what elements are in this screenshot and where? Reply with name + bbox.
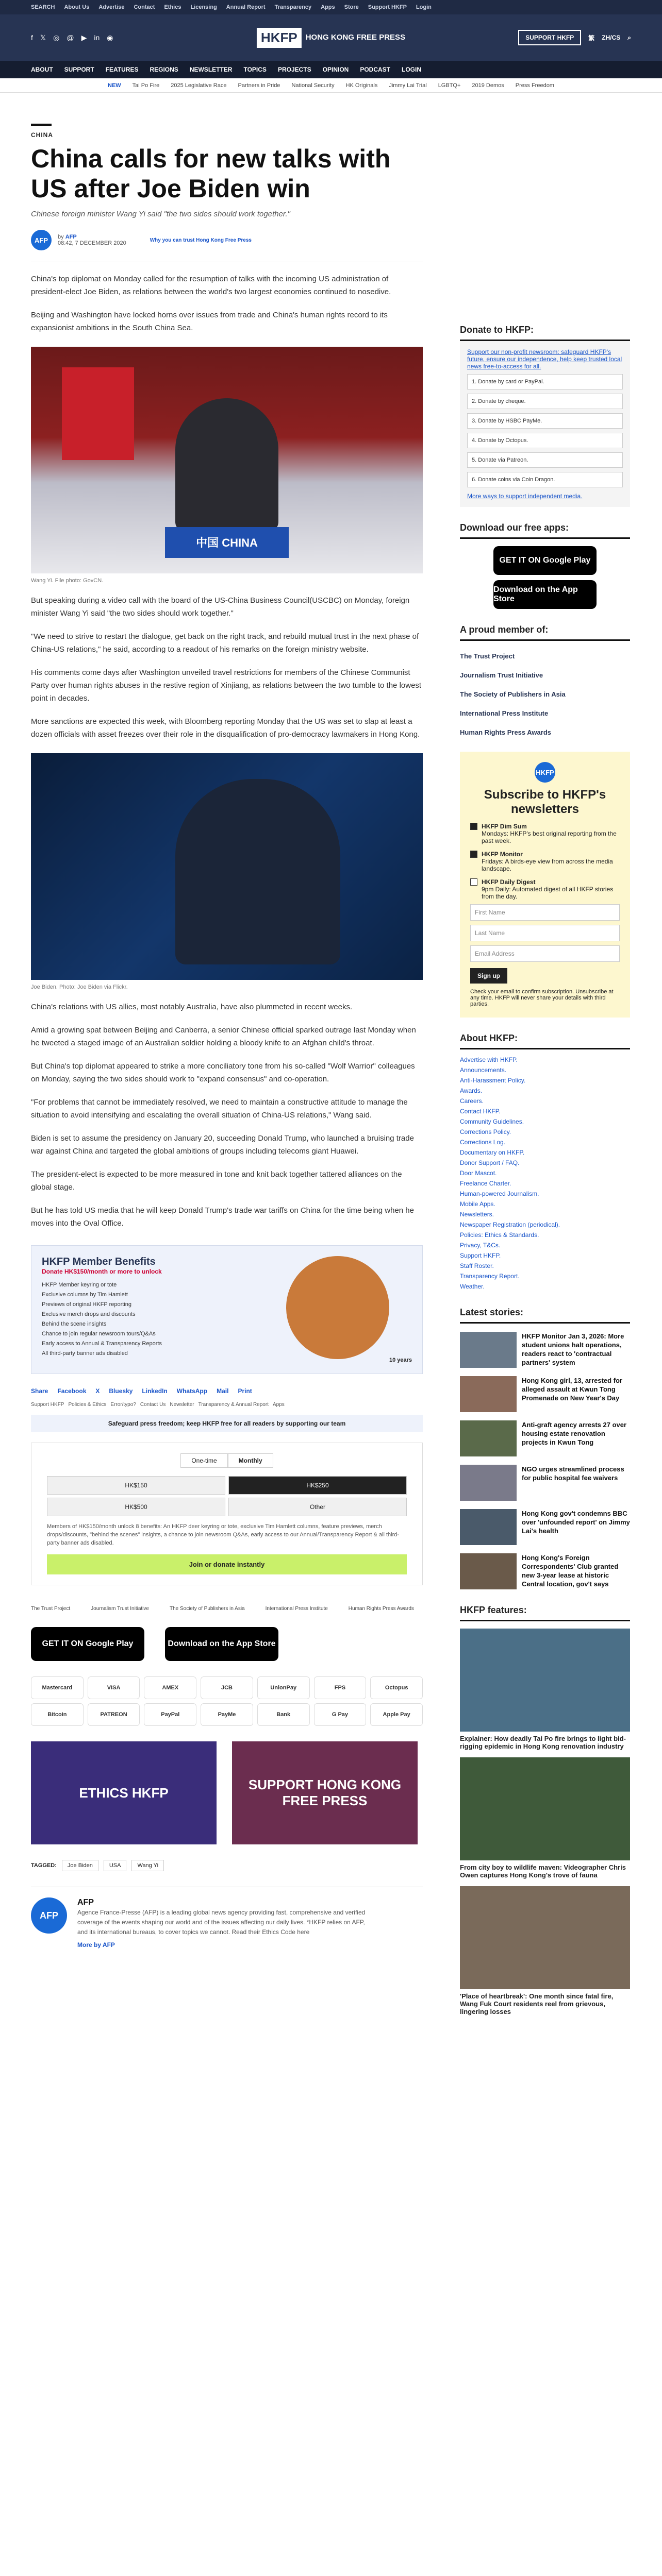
share-bar	[31, 1387, 423, 1395]
story-title[interactable]: HKFP Monitor Jan 3, 2026: More student unions halt operations, readers react to 'contractual partners' system	[522, 1332, 624, 1366]
trending-link[interactable]: Press Freedom	[515, 82, 554, 89]
feature-story[interactable]	[460, 1629, 630, 1750]
trending-link[interactable]: Partners in Pride	[238, 82, 280, 89]
rss-icon[interactable]: ◉	[107, 33, 113, 42]
features-heading: HKFP features:	[460, 1605, 630, 1621]
octopus-icon[interactable]: Octopus	[370, 1676, 423, 1699]
joe-biden-photo	[31, 753, 423, 980]
anniversary-badge: 10 years	[389, 1357, 412, 1363]
donate-option[interactable]: 6. Donate coins via Coin Dragon.	[467, 472, 623, 487]
about-link[interactable]: Donor Support / FAQ.	[460, 1159, 520, 1166]
amount-option[interactable]: HK$500	[47, 1498, 225, 1516]
google-play-button[interactable]: GET IT ON Google Play	[31, 1627, 144, 1661]
policy-link[interactable]: Support HKFP	[31, 1402, 64, 1408]
member-logo[interactable]: International Press Institute	[460, 709, 549, 717]
jcb-icon[interactable]: JCB	[201, 1676, 253, 1699]
checkbox-unchecked[interactable]	[470, 878, 477, 886]
article-subtitle: Chinese foreign minister Wang Yi said "the two sides should work together."	[31, 210, 290, 218]
topbar-link[interactable]: Licensing	[190, 4, 217, 10]
payme-icon[interactable]: PayMe	[201, 1703, 253, 1726]
more-by-author-link[interactable]: More by AFP	[77, 1941, 115, 1948]
support-button[interactable]: SUPPORT HKFP	[518, 30, 581, 45]
about-link[interactable]: Door Mascot.	[460, 1170, 497, 1177]
about-link[interactable]: Support HKFP.	[460, 1252, 501, 1259]
member-logos-row	[31, 1606, 423, 1612]
tags-row	[31, 1860, 423, 1871]
paragraph: "For problems that cannot be immediately resolved, we need to maintain a constructive attitude to manage the situation to avoid intensifying and escalating the overall situation of China-US relations," Wang said.	[31, 1098, 408, 1120]
nav-item[interactable]: NEWSLETTER	[189, 66, 233, 73]
story-thumbnail[interactable]	[460, 1376, 517, 1412]
policy-link[interactable]: Newsletter	[170, 1402, 194, 1408]
about-link[interactable]: Freelance Charter.	[460, 1180, 511, 1187]
support-banner[interactable]: SUPPORT HONG KONG FREE PRESS	[232, 1741, 418, 1844]
benefit-item: Chance to join regular newsroom tours/Q&As	[42, 1331, 156, 1337]
trending-link[interactable]: 2019 Demos	[472, 82, 504, 89]
social-icons	[31, 33, 113, 42]
member-benefits-banner[interactable]	[31, 1245, 423, 1374]
topbar-link[interactable]: About Us	[64, 4, 90, 10]
signup-button[interactable]: Sign up	[470, 968, 507, 984]
member-logo[interactable]: Human Rights Press Awards	[460, 728, 551, 736]
paragraph: More sanctions are expected this week, with Bloomberg reporting Monday that the US was set to slap at least a dozen officials with asset freezes over their role in the disqualification of pro-democracy lawmakers in Hong Kong.	[31, 717, 420, 739]
mastercard-icon[interactable]: Mastercard	[31, 1676, 84, 1699]
member-logo[interactable]: International Press Institute	[265, 1606, 328, 1612]
story-thumbnail[interactable]	[460, 1465, 517, 1501]
about-link[interactable]: Transparency Report.	[460, 1273, 520, 1280]
lang-chinese[interactable]: 繁	[588, 34, 595, 42]
first-name-input[interactable]: First Name	[470, 904, 620, 921]
tags-label: TAGGED:	[31, 1862, 57, 1869]
paragraph: China's relations with US allies, most notably Australia, have also plummeted in recent weeks.	[31, 1003, 353, 1011]
trending-link[interactable]: 2025 Legislative Race	[171, 82, 227, 89]
deer-mascot	[286, 1256, 389, 1359]
about-link[interactable]: Announcements.	[460, 1066, 507, 1074]
benefit-item: Behind the scene insights	[42, 1321, 107, 1327]
nl-desc: 9pm Daily: Automated digest of all HKFP stories from the day.	[482, 886, 614, 900]
donate-option[interactable]: 4. Donate by Octopus.	[467, 433, 623, 448]
topbar-link[interactable]: Apps	[321, 4, 335, 10]
promo-banners	[31, 1741, 423, 1844]
about-link[interactable]: Awards.	[460, 1087, 483, 1094]
about-link[interactable]: Corrections Log.	[460, 1139, 506, 1146]
paypal-icon[interactable]: PayPal	[144, 1703, 196, 1726]
donate-option[interactable]: 2. Donate by cheque.	[467, 394, 623, 409]
story-title[interactable]: Anti-graft agency arrests 27 over housing estate renovation projects in Kwun Tong	[522, 1421, 627, 1446]
story-thumbnail[interactable]	[460, 1509, 517, 1545]
policy-link[interactable]: Transparency & Annual Report	[198, 1402, 269, 1408]
paragraph: His comments come days after Washington unveiled travel restrictions for members of the Chinese Communist Party over human rights abuses in the restive region of Xinjiang, as relations between the two tumble to the lowest point in decades.	[31, 668, 422, 703]
about-link[interactable]: Staff Roster.	[460, 1262, 494, 1269]
tag-link[interactable]: Joe Biden	[62, 1860, 98, 1871]
topbar-link[interactable]: Advertise	[98, 4, 125, 10]
feature-title[interactable]: From city boy to wildlife maven: Videographer Chris Owen captures Hong Kong's trove of fauna	[460, 1863, 626, 1879]
benefits-title: HKFP Member Benefits	[42, 1256, 156, 1267]
benefit-item: HKFP Member keyring or tote	[42, 1282, 117, 1288]
article-title: China calls for new talks with US after Joe Biden win	[31, 144, 391, 203]
ethics-banner[interactable]: ETHICS HKFP	[31, 1741, 217, 1844]
threads-icon[interactable]: @	[67, 33, 74, 42]
nav-item[interactable]: PROJECTS	[277, 66, 311, 73]
story-title[interactable]: NGO urges streamlined process for public hospital fee waivers	[522, 1465, 624, 1482]
about-list	[460, 1055, 630, 1292]
byline	[31, 230, 423, 250]
logo-mark: HKFP	[257, 28, 302, 48]
policy-link[interactable]: Policies & Ethics	[68, 1402, 107, 1408]
photo-caption: Joe Biden. Photo: Joe Biden via Flickr.	[31, 984, 128, 990]
paragraph: "We need to strive to restart the dialogue, get back on the right track, and rebuild mutual trust in the next phase of China-US relations," he said, according to a readout of his remarks on the foreign ministry website.	[31, 632, 419, 654]
member-logo[interactable]: The Trust Project	[460, 652, 515, 660]
share-link[interactable]: Mail	[217, 1387, 229, 1395]
feature-title[interactable]: 'Place of heartbreak': One month since fatal fire, Wang Fuk Court residents reel from grievous, lingering losses	[460, 1992, 614, 2015]
latest-story[interactable]	[460, 1376, 630, 1412]
author-link[interactable]: AFP	[65, 234, 77, 240]
fps-icon[interactable]: FPS	[314, 1676, 367, 1699]
author-bio: Agence France-Presse (AFP) is a leading global news agency providing fast, comprehensive and verified coverage of the events shaping our world and of the issues affecting our daily lives. *HKFP relies on AFP, and its international bureaus, to cover topics we cannot. Read their Ethics Code here	[77, 1909, 366, 1936]
paragraph: Beijing and Washington have locked horns over issues from trade and China's human rights record to its expansionist ambitions in the South China Sea.	[31, 311, 388, 332]
newsletter-note: Check your email to confirm subscription. Unsubscribe at any time. HKFP will never share your details with third parties.	[470, 989, 614, 1007]
about-link[interactable]: Mobile Apps.	[460, 1200, 495, 1208]
latest-heading: Latest stories:	[460, 1307, 630, 1324]
member-heading: A proud member of:	[460, 624, 630, 641]
latest-story[interactable]	[460, 1420, 630, 1456]
topbar-link[interactable]: Store	[344, 4, 359, 10]
site-logo[interactable]	[257, 28, 405, 48]
author-avatar[interactable]: AFP	[31, 230, 52, 250]
paragraph: The president-elect is expected to be more measured in tone and knit back together tattered alliances on the global stage.	[31, 1170, 402, 1192]
latest-story[interactable]	[460, 1553, 630, 1589]
freq-onetime[interactable]: One-time	[180, 1453, 227, 1468]
more-ways-link[interactable]: More ways to support independent media.	[467, 493, 583, 500]
share-link[interactable]: Share	[31, 1387, 48, 1395]
nl-name: HKFP Daily Digest	[482, 878, 536, 886]
last-name-input[interactable]: Last Name	[470, 925, 620, 941]
topbar-link[interactable]: Login	[416, 4, 432, 10]
join-button[interactable]: Join or donate instantly	[47, 1554, 407, 1574]
site-header	[0, 14, 662, 61]
trending-link[interactable]: LGBTQ+	[438, 82, 461, 89]
share-link[interactable]: Print	[238, 1387, 252, 1395]
apple-pay-icon[interactable]: Apple Pay	[370, 1703, 423, 1726]
author-avatar[interactable]: AFP	[31, 1897, 67, 1934]
paragraph: But China's top diplomat appeared to strike a more conciliatory tone from his so-called "Wolf Warrior" colleagues on Monday, saying the two sides should work to "expand consensus" and co-operation.	[31, 1062, 415, 1083]
share-link[interactable]: LinkedIn	[142, 1387, 168, 1395]
app-store-buttons	[31, 1627, 423, 1661]
donate-option[interactable]: 3. Donate by HSBC PayMe.	[467, 413, 623, 429]
policy-link[interactable]: Apps	[272, 1402, 285, 1408]
donate-box	[460, 341, 630, 507]
story-title[interactable]: Hong Kong's Foreign Correspondents' Club granted new 3-year lease at historic Central location, gov't says	[522, 1554, 619, 1588]
about-link[interactable]: Policies: Ethics & Standards.	[460, 1231, 539, 1239]
policy-links	[31, 1402, 423, 1408]
about-link[interactable]: Weather.	[460, 1283, 485, 1290]
new-label: NEW	[108, 82, 121, 89]
feature-thumbnail[interactable]	[460, 1629, 630, 1732]
by-label: by	[58, 234, 64, 240]
nav-item[interactable]: OPINION	[322, 66, 349, 73]
benefit-item: All third-party banner ads disabled	[42, 1350, 128, 1357]
app-store-button[interactable]: Download on the App Store	[165, 1627, 278, 1661]
benefit-item: Exclusive columns by Tim Hamlett	[42, 1292, 128, 1298]
member-logo[interactable]: The Trust Project	[31, 1606, 71, 1612]
app-store-button[interactable]: Download on the App Store	[493, 580, 597, 609]
freq-monthly[interactable]: Monthly	[228, 1453, 273, 1468]
member-logo[interactable]: Human Rights Press Awards	[348, 1606, 414, 1612]
sidebar	[460, 93, 630, 2015]
feature-story[interactable]	[460, 1886, 630, 2015]
about-link[interactable]: Human-powered Journalism.	[460, 1190, 539, 1197]
share-link[interactable]: WhatsApp	[176, 1387, 208, 1395]
china-flag	[62, 367, 134, 460]
photo-caption: Wang Yi. File photo: GovCN.	[31, 578, 104, 584]
nav-item[interactable]: FEATURES	[105, 66, 139, 73]
latest-story[interactable]	[460, 1465, 630, 1501]
trending-link[interactable]: Tai Po Fire	[132, 82, 160, 89]
tag-link[interactable]: USA	[104, 1860, 127, 1871]
nav-item[interactable]: TOPICS	[243, 66, 267, 73]
donation-note: Members of HK$150/month unlock 8 benefits: An HKFP deer keyring or tote, exclusive Tim Hamlett columns, feature previews, merch drops/discounts, "behind the scenes" insights, a chance to join newsroom Q&As, early access to our Annual/Transparency Report & all third-party banner ads disabled.	[47, 1523, 400, 1546]
share-link[interactable]: Facebook	[57, 1387, 87, 1395]
benefit-item: Early access to Annual & Transparency Reports	[42, 1341, 162, 1347]
policy-link[interactable]: Contact Us	[140, 1402, 166, 1408]
google-pay-icon[interactable]: G Pay	[314, 1703, 367, 1726]
about-link[interactable]: Privacy, T&Cs.	[460, 1242, 501, 1249]
category-label[interactable]: CHINA	[31, 124, 52, 139]
email-input[interactable]: Email Address	[470, 945, 620, 962]
member-logo[interactable]: Journalism Trust Initiative	[460, 671, 543, 679]
amount-option-selected[interactable]: HK$250	[228, 1476, 407, 1495]
bank-icon[interactable]: Bank	[257, 1703, 310, 1726]
nav-item[interactable]: ABOUT	[31, 66, 53, 73]
nav-item[interactable]: SUPPORT	[64, 66, 94, 73]
tag-link[interactable]: Wang Yi	[131, 1860, 164, 1871]
topbar-link[interactable]: Contact	[134, 4, 155, 10]
story-title[interactable]: Hong Kong gov't condemns BBC over 'unfounded report' on Jimmy Lai's health	[522, 1510, 630, 1535]
lang-switch[interactable]: ZH/CS	[602, 34, 621, 41]
article	[31, 93, 423, 2015]
about-heading: About HKFP:	[460, 1033, 630, 1049]
donate-option[interactable]: 1. Donate by card or PayPal.	[467, 374, 623, 389]
checkbox-checked[interactable]	[470, 851, 477, 858]
latest-story[interactable]	[460, 1332, 630, 1368]
topbar-link[interactable]: Support HKFP	[368, 4, 407, 10]
newsletter-title: Subscribe to HKFP's newsletters	[484, 788, 606, 816]
story-thumbnail[interactable]	[460, 1420, 517, 1456]
podium-sign: 中国 CHINA	[165, 527, 289, 558]
donate-option[interactable]: 5. Donate via Patreon.	[467, 452, 623, 468]
donation-widget	[31, 1443, 423, 1585]
about-link[interactable]: Anti-Harassment Policy.	[460, 1077, 526, 1084]
paragraph: But speaking during a video call with the board of the US-China Business Council(USCBC) on Monday, foreign minister Wang Yi said "the two sides should work together."	[31, 596, 410, 618]
publish-date: 08:42, 7 DECEMBER 2020	[58, 240, 126, 246]
about-link[interactable]: Newspaper Registration (periodical).	[460, 1221, 560, 1228]
nl-desc: Fridays: A birds-eye view from across the media landscape.	[482, 858, 613, 872]
feature-title[interactable]: Explainer: How deadly Tai Po fire brings to light bid-rigging epidemic in Hong Kong renovation industry	[460, 1735, 626, 1750]
wang-yi-photo	[31, 347, 423, 573]
x-icon[interactable]: 𝕏	[40, 33, 46, 42]
topbar-link[interactable]: Transparency	[274, 4, 312, 10]
safeguard-banner[interactable]: Safeguard press freedom; keep HKFP free for all readers by supporting our team	[31, 1415, 423, 1432]
feature-thumbnail[interactable]	[460, 1757, 630, 1860]
story-thumbnail[interactable]	[460, 1553, 517, 1589]
google-play-button[interactable]: GET IT ON Google Play	[493, 546, 597, 575]
paragraph: China's top diplomat on Monday called for the resumption of talks with the incoming US administration of president-elect Joe Biden, as relations between the world's two largest economies continued to nosedive.	[31, 275, 391, 296]
topbar-link[interactable]: Ethics	[164, 4, 181, 10]
benefits-sub: Donate HK$150/month or more to unlock	[42, 1268, 162, 1275]
newsletter-signup	[460, 752, 630, 1018]
author-box	[31, 1887, 423, 1950]
amex-icon[interactable]: AMEX	[144, 1676, 196, 1699]
nav-item[interactable]: LOGIN	[401, 66, 421, 73]
hkfp-logo-icon: HKFP	[535, 762, 555, 783]
top-utility-bar	[0, 0, 662, 14]
author-name[interactable]: AFP	[77, 1898, 94, 1907]
nl-name: HKFP Dim Sum	[482, 823, 527, 830]
visa-icon[interactable]: VISA	[88, 1676, 140, 1699]
amount-option[interactable]: HK$150	[47, 1476, 225, 1495]
feature-story[interactable]	[460, 1757, 630, 1879]
latest-story[interactable]	[460, 1509, 630, 1545]
paragraph: But he has told US media that he will keep Donald Trump's trade war tariffs on China for the time being when he moves into the Oval Office.	[31, 1206, 414, 1228]
instagram-icon[interactable]: ◎	[53, 33, 60, 42]
about-link[interactable]: Contact HKFP.	[460, 1108, 501, 1115]
linkedin-icon[interactable]: in	[94, 33, 100, 42]
about-link[interactable]: Advertise with HKFP.	[460, 1056, 518, 1063]
paragraph: Amid a growing spat between Beijing and Canberra, a senior Chinese official sparked outrage last Monday when he tweeted a staged image of an Australian soldier holding a bloody knife to an Afghan child's throat.	[31, 1026, 416, 1047]
trending-link[interactable]: National Security	[291, 82, 335, 89]
member-logo[interactable]: The Society of Publishers in Asia	[169, 1606, 245, 1612]
topbar-link[interactable]: SEARCH	[31, 4, 55, 10]
policy-link[interactable]: Error/typo?	[110, 1402, 136, 1408]
nav-item[interactable]: REGIONS	[150, 66, 178, 73]
checkbox-checked[interactable]	[470, 823, 477, 830]
apps-heading: Download our free apps:	[460, 522, 630, 539]
bitcoin-icon[interactable]: Bitcoin	[31, 1703, 84, 1726]
about-link[interactable]: Community Guidelines.	[460, 1118, 524, 1125]
youtube-icon[interactable]: ▶	[81, 33, 87, 42]
member-logo[interactable]: The Society of Publishers in Asia	[460, 690, 566, 698]
benefit-item: Previews of original HKFP reporting	[42, 1301, 132, 1308]
main-nav	[0, 61, 662, 78]
trust-link[interactable]: Why you can trust Hong Kong Free Press	[150, 237, 252, 243]
donate-text[interactable]: Support our non-profit newsroom: safeguard HKFP's future, ensure our independence, help keep trusted local news free-to-access for all.	[467, 348, 622, 370]
payment-methods	[31, 1676, 423, 1726]
paragraph: Biden is set to assume the presidency on January 20, succeeding Donald Trump, who launched a bruising trade war against China and targeted the global ambitions of groups including telecoms giant Huawei.	[31, 1134, 414, 1156]
trending-link[interactable]: HK Originals	[345, 82, 378, 89]
search-icon[interactable]: ⌕	[627, 33, 631, 41]
donate-heading: Donate to HKFP:	[460, 325, 630, 341]
benefit-item: Exclusive merch drops and discounts	[42, 1311, 136, 1317]
member-logo[interactable]: Journalism Trust Initiative	[91, 1606, 149, 1612]
nl-name: HKFP Monitor	[482, 851, 523, 858]
share-link[interactable]: X	[95, 1387, 100, 1395]
feature-thumbnail[interactable]	[460, 1886, 630, 1989]
facebook-icon[interactable]: f	[31, 33, 33, 42]
patreon-icon[interactable]: PATREON	[88, 1703, 140, 1726]
about-link[interactable]: Documentary on HKFP.	[460, 1149, 525, 1156]
trending-bar	[0, 78, 662, 93]
nav-item[interactable]: PODCAST	[360, 66, 390, 73]
about-link[interactable]: Careers.	[460, 1097, 484, 1105]
amount-other[interactable]: Other	[228, 1498, 407, 1516]
biden-figure	[175, 779, 340, 964]
logo-text: HONG KONG FREE PRESS	[305, 33, 406, 42]
story-title[interactable]: Hong Kong girl, 13, arrested for alleged assault at Kwun Tong Promenade on New Year's Day	[522, 1377, 623, 1402]
trending-link[interactable]: Jimmy Lai Trial	[389, 82, 427, 89]
about-link[interactable]: Newsletters.	[460, 1211, 494, 1218]
speaker-figure	[175, 398, 278, 532]
unionpay-icon[interactable]: UnionPay	[257, 1676, 310, 1699]
nl-desc: Mondays: HKFP's best original reporting from the past week.	[482, 830, 617, 844]
share-link[interactable]: Bluesky	[109, 1387, 133, 1395]
topbar-link[interactable]: Annual Report	[226, 4, 266, 10]
about-link[interactable]: Corrections Policy.	[460, 1128, 511, 1136]
story-thumbnail[interactable]	[460, 1332, 517, 1368]
